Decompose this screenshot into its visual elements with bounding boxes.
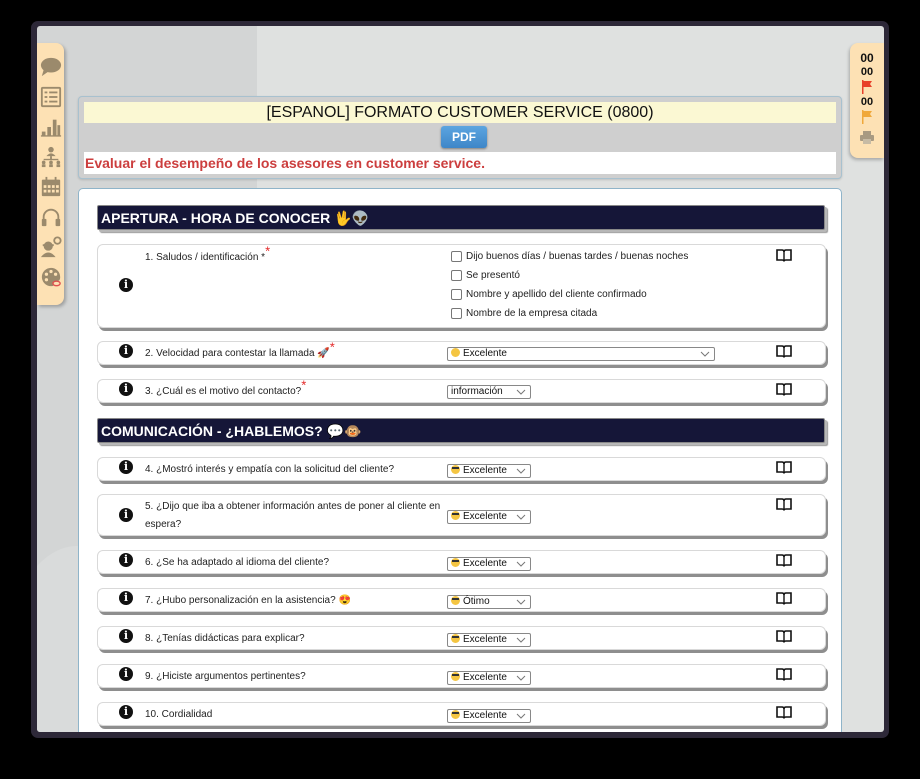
chevron-down-icon bbox=[516, 635, 526, 645]
checkbox[interactable] bbox=[451, 289, 462, 300]
chevron-down-icon bbox=[516, 711, 526, 721]
sunglasses-emoji-icon bbox=[451, 596, 460, 605]
book-icon[interactable] bbox=[776, 249, 792, 262]
question-card-9 bbox=[97, 664, 826, 688]
right-status-widget bbox=[850, 43, 884, 158]
question-label: 3. ¿Cuál es el motivo del contacto?* bbox=[145, 377, 307, 397]
checkbox-option[interactable] bbox=[451, 270, 520, 281]
counter-total: 00 bbox=[860, 51, 874, 65]
sunglasses-emoji-icon bbox=[451, 511, 460, 520]
checkbox[interactable] bbox=[451, 270, 462, 281]
chevron-down-icon bbox=[700, 349, 710, 359]
printer-icon[interactable] bbox=[860, 131, 874, 144]
chevron-down-icon bbox=[516, 673, 526, 683]
headphones-icon[interactable] bbox=[39, 205, 63, 229]
red-flag-icon[interactable] bbox=[861, 80, 873, 94]
counter-orange-flags: 00 bbox=[860, 96, 874, 108]
question-label: 7. ¿Hubo personalización en la asistencia? 😍 bbox=[145, 595, 351, 606]
question-label: 10. Cordialidad bbox=[145, 709, 213, 720]
question-label: 8. ¿Tenías didácticas para explicar? bbox=[145, 633, 305, 644]
rating-select[interactable] bbox=[447, 709, 531, 723]
question-card-3 bbox=[97, 379, 826, 403]
checkbox-label: Nombre y apellido del cliente confirmado bbox=[466, 289, 647, 300]
question-card-7 bbox=[97, 588, 826, 612]
select-value: Ótimo bbox=[463, 596, 490, 607]
question-card-8 bbox=[97, 626, 826, 650]
book-icon[interactable] bbox=[776, 498, 792, 511]
checkbox-label: Dijo buenos días / buenas tardes / buenas noches bbox=[466, 251, 689, 262]
browser-window bbox=[31, 21, 889, 738]
speed-select[interactable] bbox=[447, 347, 715, 361]
question-label: 4. ¿Mostró interés y empatía con la solicitud del cliente? bbox=[145, 464, 395, 475]
speech-bubble-icon[interactable] bbox=[39, 55, 63, 79]
page-viewport bbox=[37, 26, 884, 732]
rating-select[interactable] bbox=[447, 510, 531, 524]
sunglasses-emoji-icon bbox=[451, 465, 460, 474]
list-icon[interactable] bbox=[39, 85, 63, 109]
question-card-2 bbox=[97, 341, 826, 365]
checkbox-option[interactable] bbox=[451, 308, 597, 319]
question-card-6 bbox=[97, 550, 826, 574]
chevron-down-icon bbox=[516, 512, 526, 522]
counter-red-flags: 00 bbox=[860, 66, 874, 78]
question-label: 1. Saludos / identificación ** bbox=[145, 243, 271, 263]
info-icon[interactable]: i bbox=[119, 629, 133, 643]
select-value: Excelente bbox=[463, 511, 507, 522]
rating-select[interactable] bbox=[447, 633, 531, 647]
book-icon[interactable] bbox=[776, 461, 792, 474]
info-icon[interactable]: i bbox=[119, 278, 133, 292]
form-header bbox=[78, 96, 842, 179]
form-title: [ESPANOL] FORMATO CUSTOMER SERVICE (0800) bbox=[84, 102, 836, 123]
rating-select[interactable] bbox=[447, 557, 531, 571]
checkbox-option[interactable] bbox=[451, 251, 688, 262]
info-icon[interactable]: i bbox=[119, 460, 133, 474]
chevron-down-icon bbox=[516, 466, 526, 476]
calendar-icon[interactable] bbox=[39, 175, 63, 199]
book-icon[interactable] bbox=[776, 706, 792, 719]
section-header-apertura: APERTURA - HORA DE CONOCER 🖖👽 bbox=[97, 205, 825, 230]
question-label: 5. ¿Dijo que iba a obtener información antes de poner al cliente en espera? bbox=[145, 501, 441, 530]
question-label: 2. Velocidad para contestar la llamada 🚀* bbox=[145, 339, 335, 359]
rating-select[interactable] bbox=[447, 595, 531, 609]
sunglasses-emoji-icon bbox=[451, 634, 460, 643]
question-card-1 bbox=[97, 244, 826, 328]
book-icon[interactable] bbox=[776, 668, 792, 681]
form-body bbox=[78, 188, 842, 732]
select-value: Excelente bbox=[463, 634, 507, 645]
rating-select[interactable] bbox=[447, 464, 531, 478]
sunglasses-emoji-icon bbox=[451, 672, 460, 681]
info-icon[interactable]: i bbox=[119, 705, 133, 719]
select-value: Excelente bbox=[463, 558, 507, 569]
rating-select[interactable] bbox=[447, 671, 531, 685]
checkbox[interactable] bbox=[451, 251, 462, 262]
select-value: Excelente bbox=[463, 348, 507, 359]
select-value: Excelente bbox=[463, 672, 507, 683]
info-icon[interactable]: i bbox=[119, 382, 133, 396]
sunglasses-emoji-icon bbox=[451, 710, 460, 719]
org-chart-icon[interactable] bbox=[39, 145, 63, 169]
pdf-button[interactable]: PDF bbox=[441, 126, 487, 148]
select-value: información bbox=[451, 386, 503, 397]
question-card-5 bbox=[97, 494, 826, 536]
checkbox[interactable] bbox=[451, 308, 462, 319]
question-label: 9. ¿Hiciste argumentos pertinentes? bbox=[145, 671, 306, 682]
book-icon[interactable] bbox=[776, 630, 792, 643]
section-header-comunicacion: COMUNICACIÓN - ¿HABLEMOS? 💬🐵 bbox=[97, 418, 825, 443]
form-description: Evaluar el desempeño de los asesores en customer service. bbox=[84, 152, 836, 174]
book-icon[interactable] bbox=[776, 383, 792, 396]
chevron-down-icon bbox=[516, 559, 526, 569]
grin-emoji-icon bbox=[451, 348, 460, 357]
checkbox-option[interactable] bbox=[451, 289, 647, 300]
sunglasses-emoji-icon bbox=[451, 558, 460, 567]
info-icon[interactable]: i bbox=[119, 508, 133, 522]
checkbox-label: Se presentó bbox=[466, 270, 520, 281]
checkbox-label: Nombre de la empresa citada bbox=[466, 308, 598, 319]
question-card-4 bbox=[97, 457, 826, 481]
contact-reason-select[interactable] bbox=[447, 385, 531, 399]
info-icon[interactable]: i bbox=[119, 344, 133, 358]
chevron-down-icon bbox=[516, 597, 526, 607]
orange-flag-icon[interactable] bbox=[861, 110, 873, 124]
book-icon[interactable] bbox=[776, 345, 792, 358]
info-icon[interactable]: i bbox=[119, 591, 133, 605]
question-label: 6. ¿Se ha adaptado al idioma del cliente? bbox=[145, 557, 330, 568]
question-card-10 bbox=[97, 702, 826, 726]
info-icon[interactable]: i bbox=[119, 667, 133, 681]
bar-chart-icon[interactable] bbox=[39, 115, 63, 139]
chevron-down-icon bbox=[516, 387, 526, 397]
book-icon[interactable] bbox=[776, 554, 792, 567]
book-icon[interactable] bbox=[776, 592, 792, 605]
palette-icon[interactable] bbox=[39, 265, 63, 289]
user-gear-icon[interactable] bbox=[39, 235, 63, 259]
select-value: Excelente bbox=[463, 710, 507, 721]
info-icon[interactable]: i bbox=[119, 553, 133, 567]
left-sidebar bbox=[37, 43, 64, 305]
select-value: Excelente bbox=[463, 465, 507, 476]
